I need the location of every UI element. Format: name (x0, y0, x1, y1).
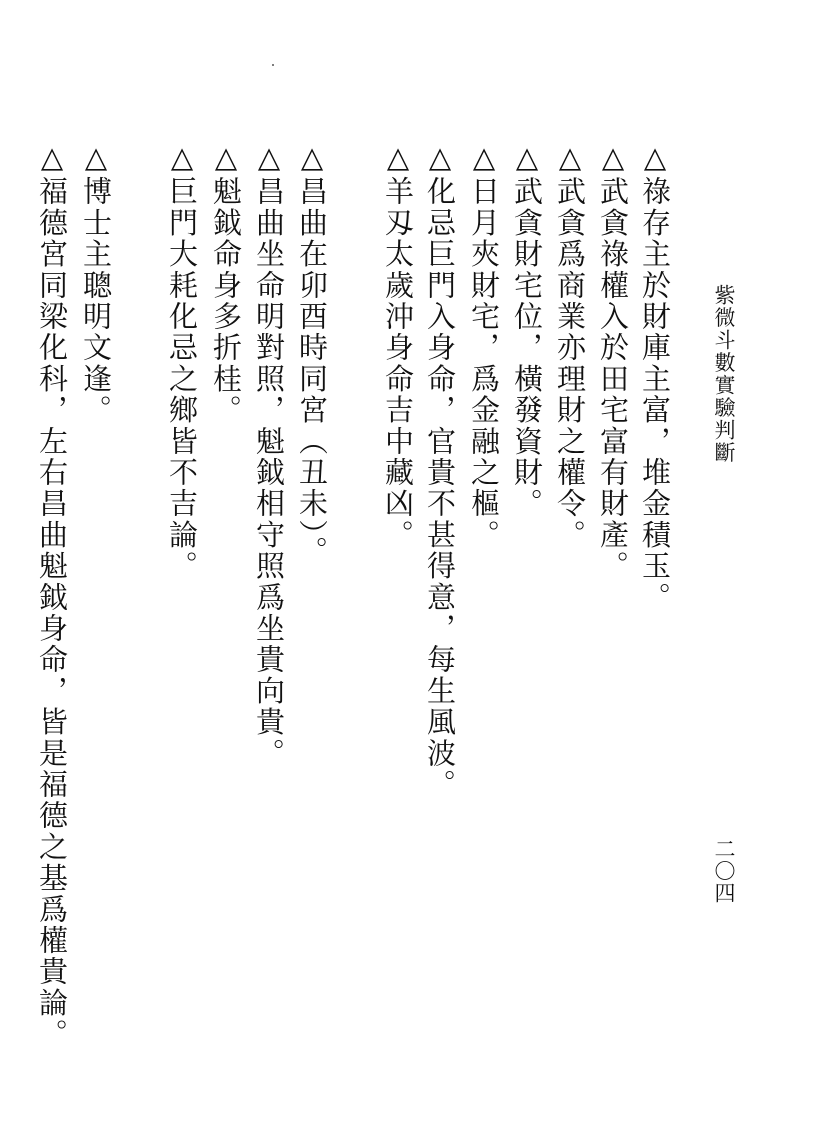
text-line: △武貪祿權入於田宅富有財產。 (596, 140, 630, 582)
text-line: △祿存主於財庫主富，堆金積玉。 (638, 140, 672, 613)
book-title: 紫微斗數實驗判斷 (712, 284, 736, 464)
text-line: △昌曲坐命明對照，魁鉞相守照爲坐貴向貴。 (252, 140, 286, 769)
text-line: △日月夾財宅，爲金融之樞。 (467, 140, 501, 551)
text-line: △博士主聰明文逢。 (79, 140, 113, 426)
text-line: △化忌巨門入身命，官貴不甚得意，每生風波。 (423, 140, 457, 801)
text-line: △羊刄太歲沖身命吉中藏凶。 (381, 140, 415, 551)
text-line: △巨門大耗化忌之鄉皆不吉論。 (165, 140, 199, 582)
text-line: △武貪財宅位，橫發資財。 (510, 140, 544, 520)
page-number: 二〇四 (712, 838, 736, 904)
text-line: △武貪爲商業亦理財之權令。 (553, 140, 587, 551)
scan-speck (272, 64, 274, 66)
text-line: △福德宮同梁化科，左右昌曲魁鉞身命，皆是福德之基爲權貴論。 (35, 140, 69, 1050)
text-line: △魁鉞命身多折桂。 (209, 140, 243, 426)
text-line: △昌曲在卯酉時同宮（丑未）。 (295, 140, 329, 568)
